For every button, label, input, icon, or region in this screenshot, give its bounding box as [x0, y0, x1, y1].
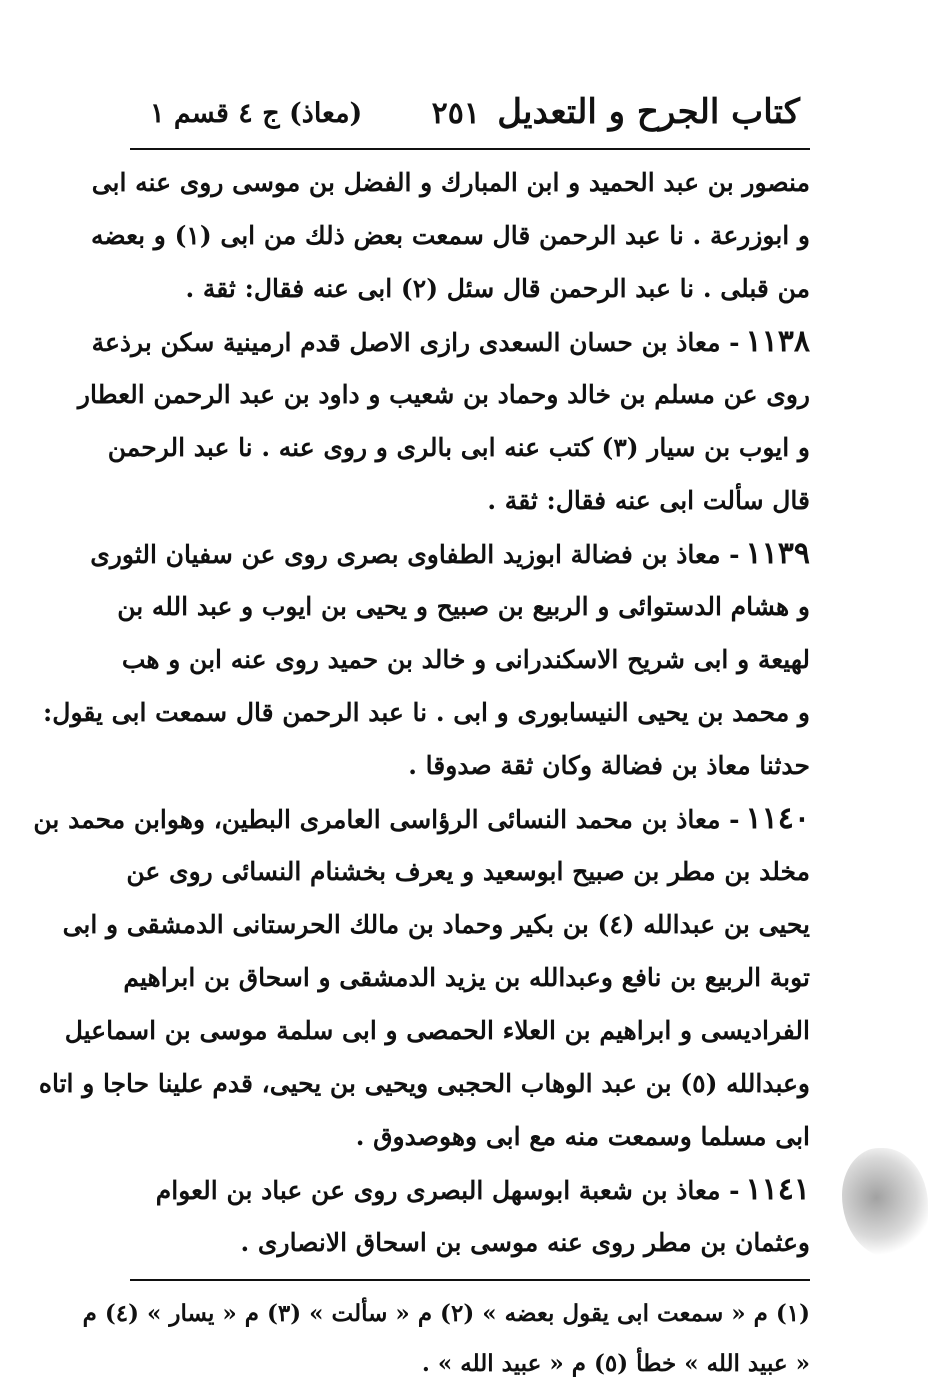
- footnote-line: (١) م « سمعت ابى يقول بعضه » (٢) م « سألت » (٣) م « يسار » (٤) م: [82, 1300, 810, 1327]
- line-text: حدثنا معاذ بن فضالة وكان ثقة صدوقا .: [408, 751, 810, 780]
- line-text: توبة الربيع بن نافع وعبدالله بن يزيد الدمشقى و اسحاق بن ابراهيم: [123, 963, 810, 992]
- line-text: و ايوب بن سيار (٣) كتب عنه ابى بالرى و روى عنه . نا عبد الرحمن: [107, 433, 810, 462]
- text-line: [130, 739, 810, 792]
- book-title: كتاب الجرح و التعديل: [497, 92, 800, 132]
- text-line: [91, 156, 810, 209]
- document-page: [33, 88, 810, 1389]
- line-text: من قبلى . نا عبد الرحمن قال سئل (٢) ابى عنه فقال: ثقة .: [185, 274, 810, 303]
- text-line: [64, 1004, 810, 1057]
- line-text: منصور بن عبد الحميد و ابن المبارك و الفضل بن موسى روى عنه ابى: [91, 168, 810, 197]
- text-line: [43, 686, 810, 739]
- page-stain: [842, 1148, 928, 1258]
- line-text: - معاذ بن حسان السعدى رازى الاصل قدم ارمينية سكن برذعة: [91, 328, 740, 357]
- entry-number: ١١٤١: [745, 1172, 810, 1207]
- entry-first-line: [91, 315, 810, 368]
- line-text: ابى مسلما وسمعت منه مع ابى وهوصدوق .: [355, 1122, 810, 1151]
- line-text: يحيى بن عبدالله (٤) بن بكير وحماد بن مالك الحرستانى الدمشقى و ابى: [62, 910, 810, 939]
- line-text: وعبدالله (٥) بن عبد الوهاب الحجبى ويحيى بن يحيى، قدم علينا حاجا و اتاه: [38, 1069, 810, 1098]
- entry-number: ١١٣٩: [745, 536, 810, 571]
- text-line: [130, 262, 810, 315]
- volume-label: (معاذ) ج ٤ قسم ١: [150, 98, 363, 129]
- line-text: مخلد بن مطر بن صبيح ابوسعيد و يعرف بخشنام النسائى روى عن: [126, 857, 810, 886]
- text-line: [77, 368, 810, 421]
- line-text: - معاذ بن محمد النسائى الرؤاسى العامرى البطين، وهوابن محمد بن: [33, 805, 740, 834]
- page-header: [130, 88, 810, 150]
- line-text: - معاذ بن شعبة ابوسهل البصرى روى عن عباد بن العوام: [155, 1176, 740, 1205]
- body-text: [33, 150, 810, 1269]
- text-line: [130, 1216, 810, 1269]
- line-text: وعثمان بن مطر روى عنه موسى بن اسحاق الانصارى .: [240, 1228, 810, 1257]
- text-line: [130, 1110, 810, 1163]
- footnote-line: « عبيد الله » خطأ (٥) م « عبيد الله » .: [421, 1350, 810, 1377]
- entry-first-line: [130, 1163, 810, 1216]
- text-line: [121, 633, 810, 686]
- line-text: و ابوزرعة . نا عبد الرحمن قال سمعت بعض ذلك من ابى (١) و بعضه: [90, 221, 810, 250]
- text-line: [126, 845, 810, 898]
- line-text: و هشام الدستوائى و الربيع بن صبيح و يحيى بن ايوب و عبد الله بن: [117, 592, 810, 621]
- text-line: [38, 1057, 810, 1110]
- footnotes: [82, 1279, 810, 1389]
- line-text: لهيعة و ابى شريح الاسكندرانى و خالد بن حميد روى عنه ابن و هب: [121, 645, 810, 674]
- entry-number: ١١٤٠: [745, 801, 810, 836]
- entry-number: ١١٣٨: [745, 324, 810, 359]
- entry-first-line: [90, 527, 810, 580]
- text-line: [130, 474, 810, 527]
- line-text: روى عن مسلم بن خالد وحماد بن شعيب و داود بن عبد الرحمن العطار: [77, 380, 810, 409]
- entry-first-line: [33, 792, 810, 845]
- text-line: [117, 580, 810, 633]
- line-text: و محمد بن يحيى النيسابورى و ابى . نا عبد الرحمن قال سمعت ابى يقول:: [43, 698, 810, 727]
- text-line: [123, 951, 810, 1004]
- text-line: [90, 209, 810, 262]
- text-line: [107, 421, 810, 474]
- line-text: قال سألت ابى عنه فقال: ثقة .: [487, 486, 810, 515]
- page-number: ٢٥١: [431, 96, 480, 131]
- line-text: - معاذ بن فضالة ابوزيد الطفاوى بصرى روى عن سفيان الثورى: [90, 540, 740, 569]
- line-text: الفراديسى و ابراهيم بن العلاء الحمصى و ابى سلمة موسى بن اسماعيل: [64, 1016, 810, 1045]
- text-line: [62, 898, 810, 951]
